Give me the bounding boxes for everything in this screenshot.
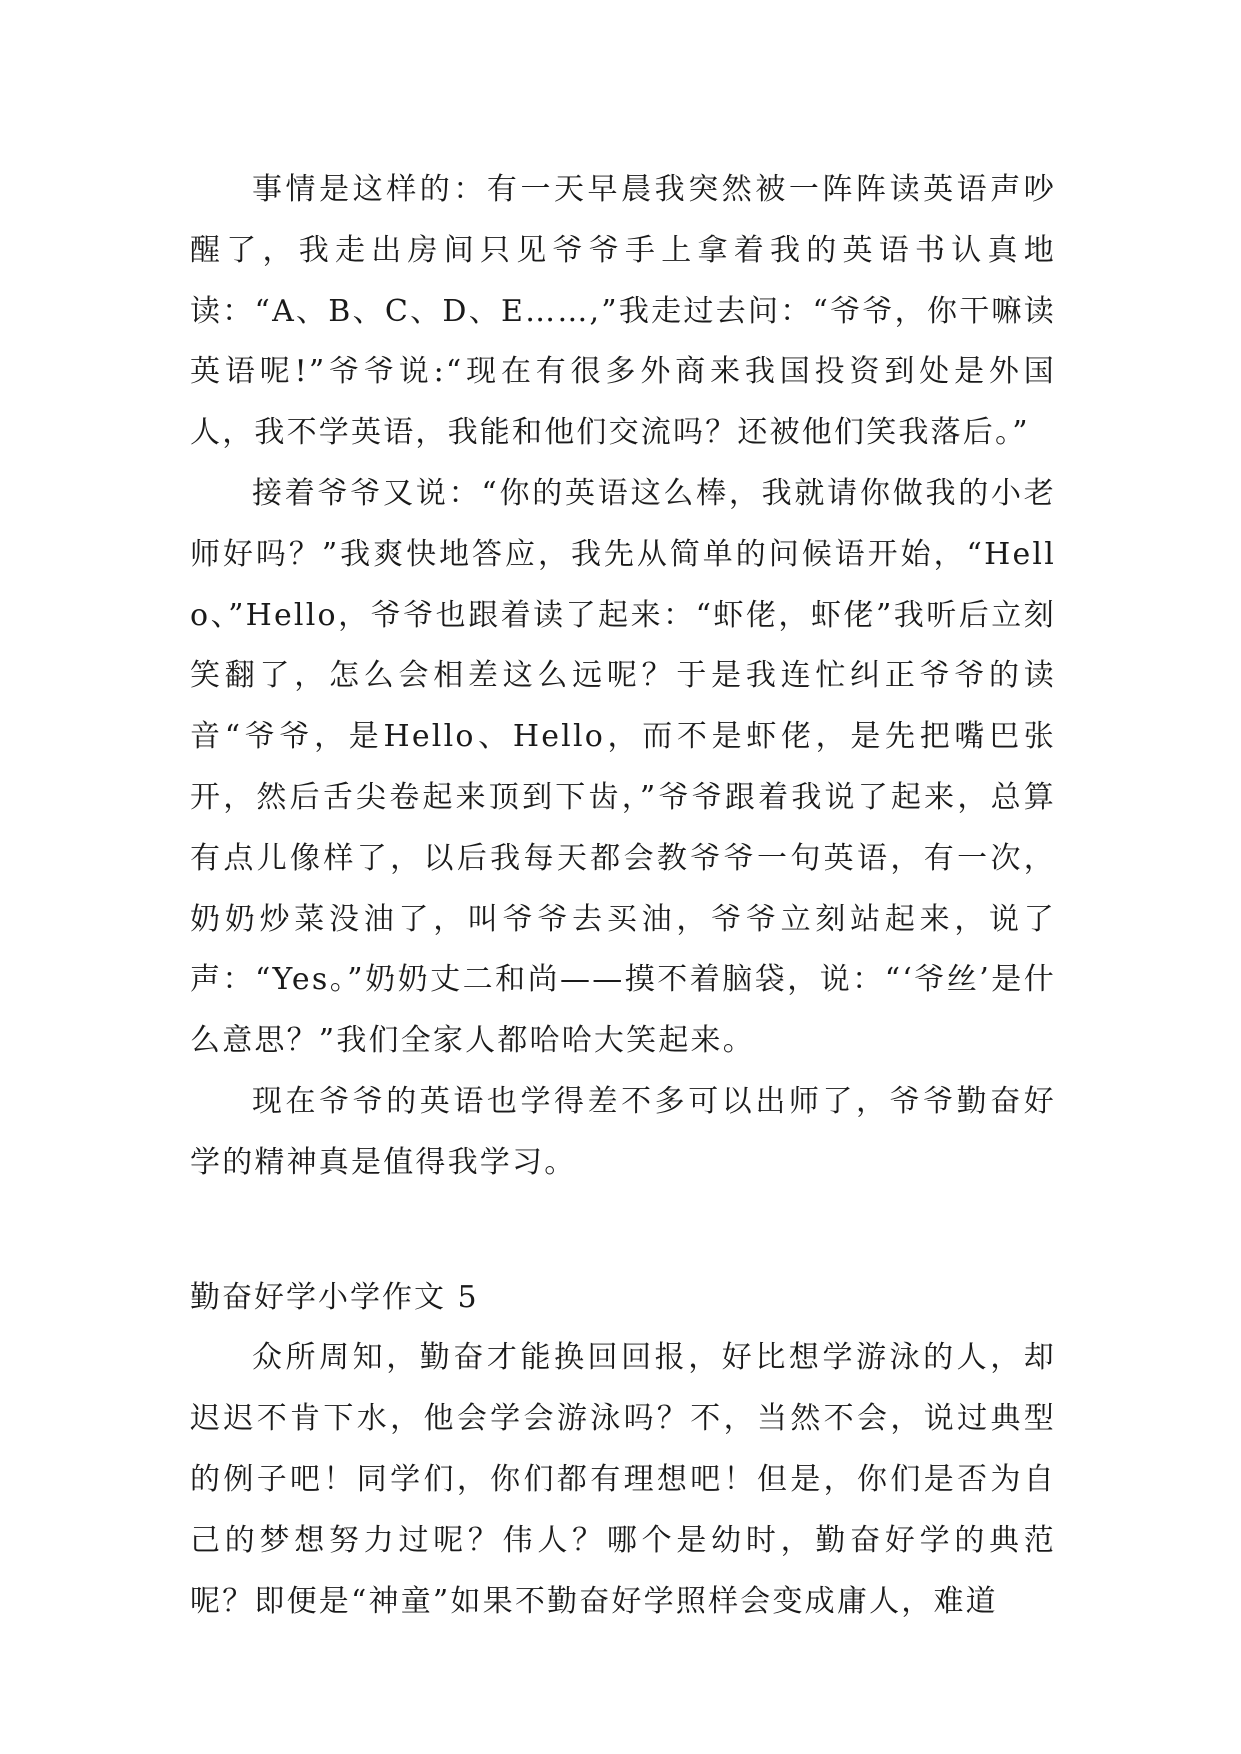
paragraph: 众所周知，勤奋才能换回回报，好比想学游泳的人，却迟迟不肯下水，他会学会游泳吗？不，当然不会，说过典型的例子吧！同学们，你们都有理想吧！但是，你们是否为自己的梦想努力过呢？伟人？哪个是幼时，勤奋好学的典范呢？即便是“神童”如果不勤奋好学照样会变成庸人，难道: [190, 1340, 1056, 1619]
paragraph: 接着爷爷又说：“你的英语这么棒，我就请你做我的小老师好吗？”我爽快地答应，我先从简单的问候语开始，“Hello、”Hello，爷爷也跟着读了起来：“虾佬，虾佬”我听后立刻笑翻了，怎么会相差这么远呢？于是我连忙纠正爷爷的读音“爷爷，是Hello、Hello，而不是虾佬，是先把嘴巴张开，然后舌尖卷起来顶到下齿，”爷爷跟着我说了起来，总算有点儿像样了，以后我每天都会教爷爷一句英语，有一次，奶奶炒菜没油了，叫爷爷去买油，爷爷立刻站起来，说了声：“Yes。”奶奶丈二和尚——摸不着脑袋，说：“‘爷丝’是什么意思？”我们全家人都哈哈大笑起来。: [190, 475, 1056, 1059]
section-title: 勤奋好学小学作文 5: [190, 1279, 479, 1315]
paragraph: 现在爷爷的英语也学得差不多可以出师了，爷爷勤奋好学的精神真是值得我学习。: [190, 1083, 1056, 1180]
paragraph: 事情是这样的：有一天早晨我突然被一阵阵读英语声吵醒了，我走出房间只见爷爷手上拿着我的英语书认真地读：“A、B、C、D、E……,”我走过去问：“爷爷，你干嘛读英语呢!”爷爷说:“现在有很多外商来我国投资到处是外国人，我不学英语，我能和他们交流吗？还被他们笑我落后。”: [190, 172, 1056, 451]
document-page: [190, 160, 1056, 1632]
